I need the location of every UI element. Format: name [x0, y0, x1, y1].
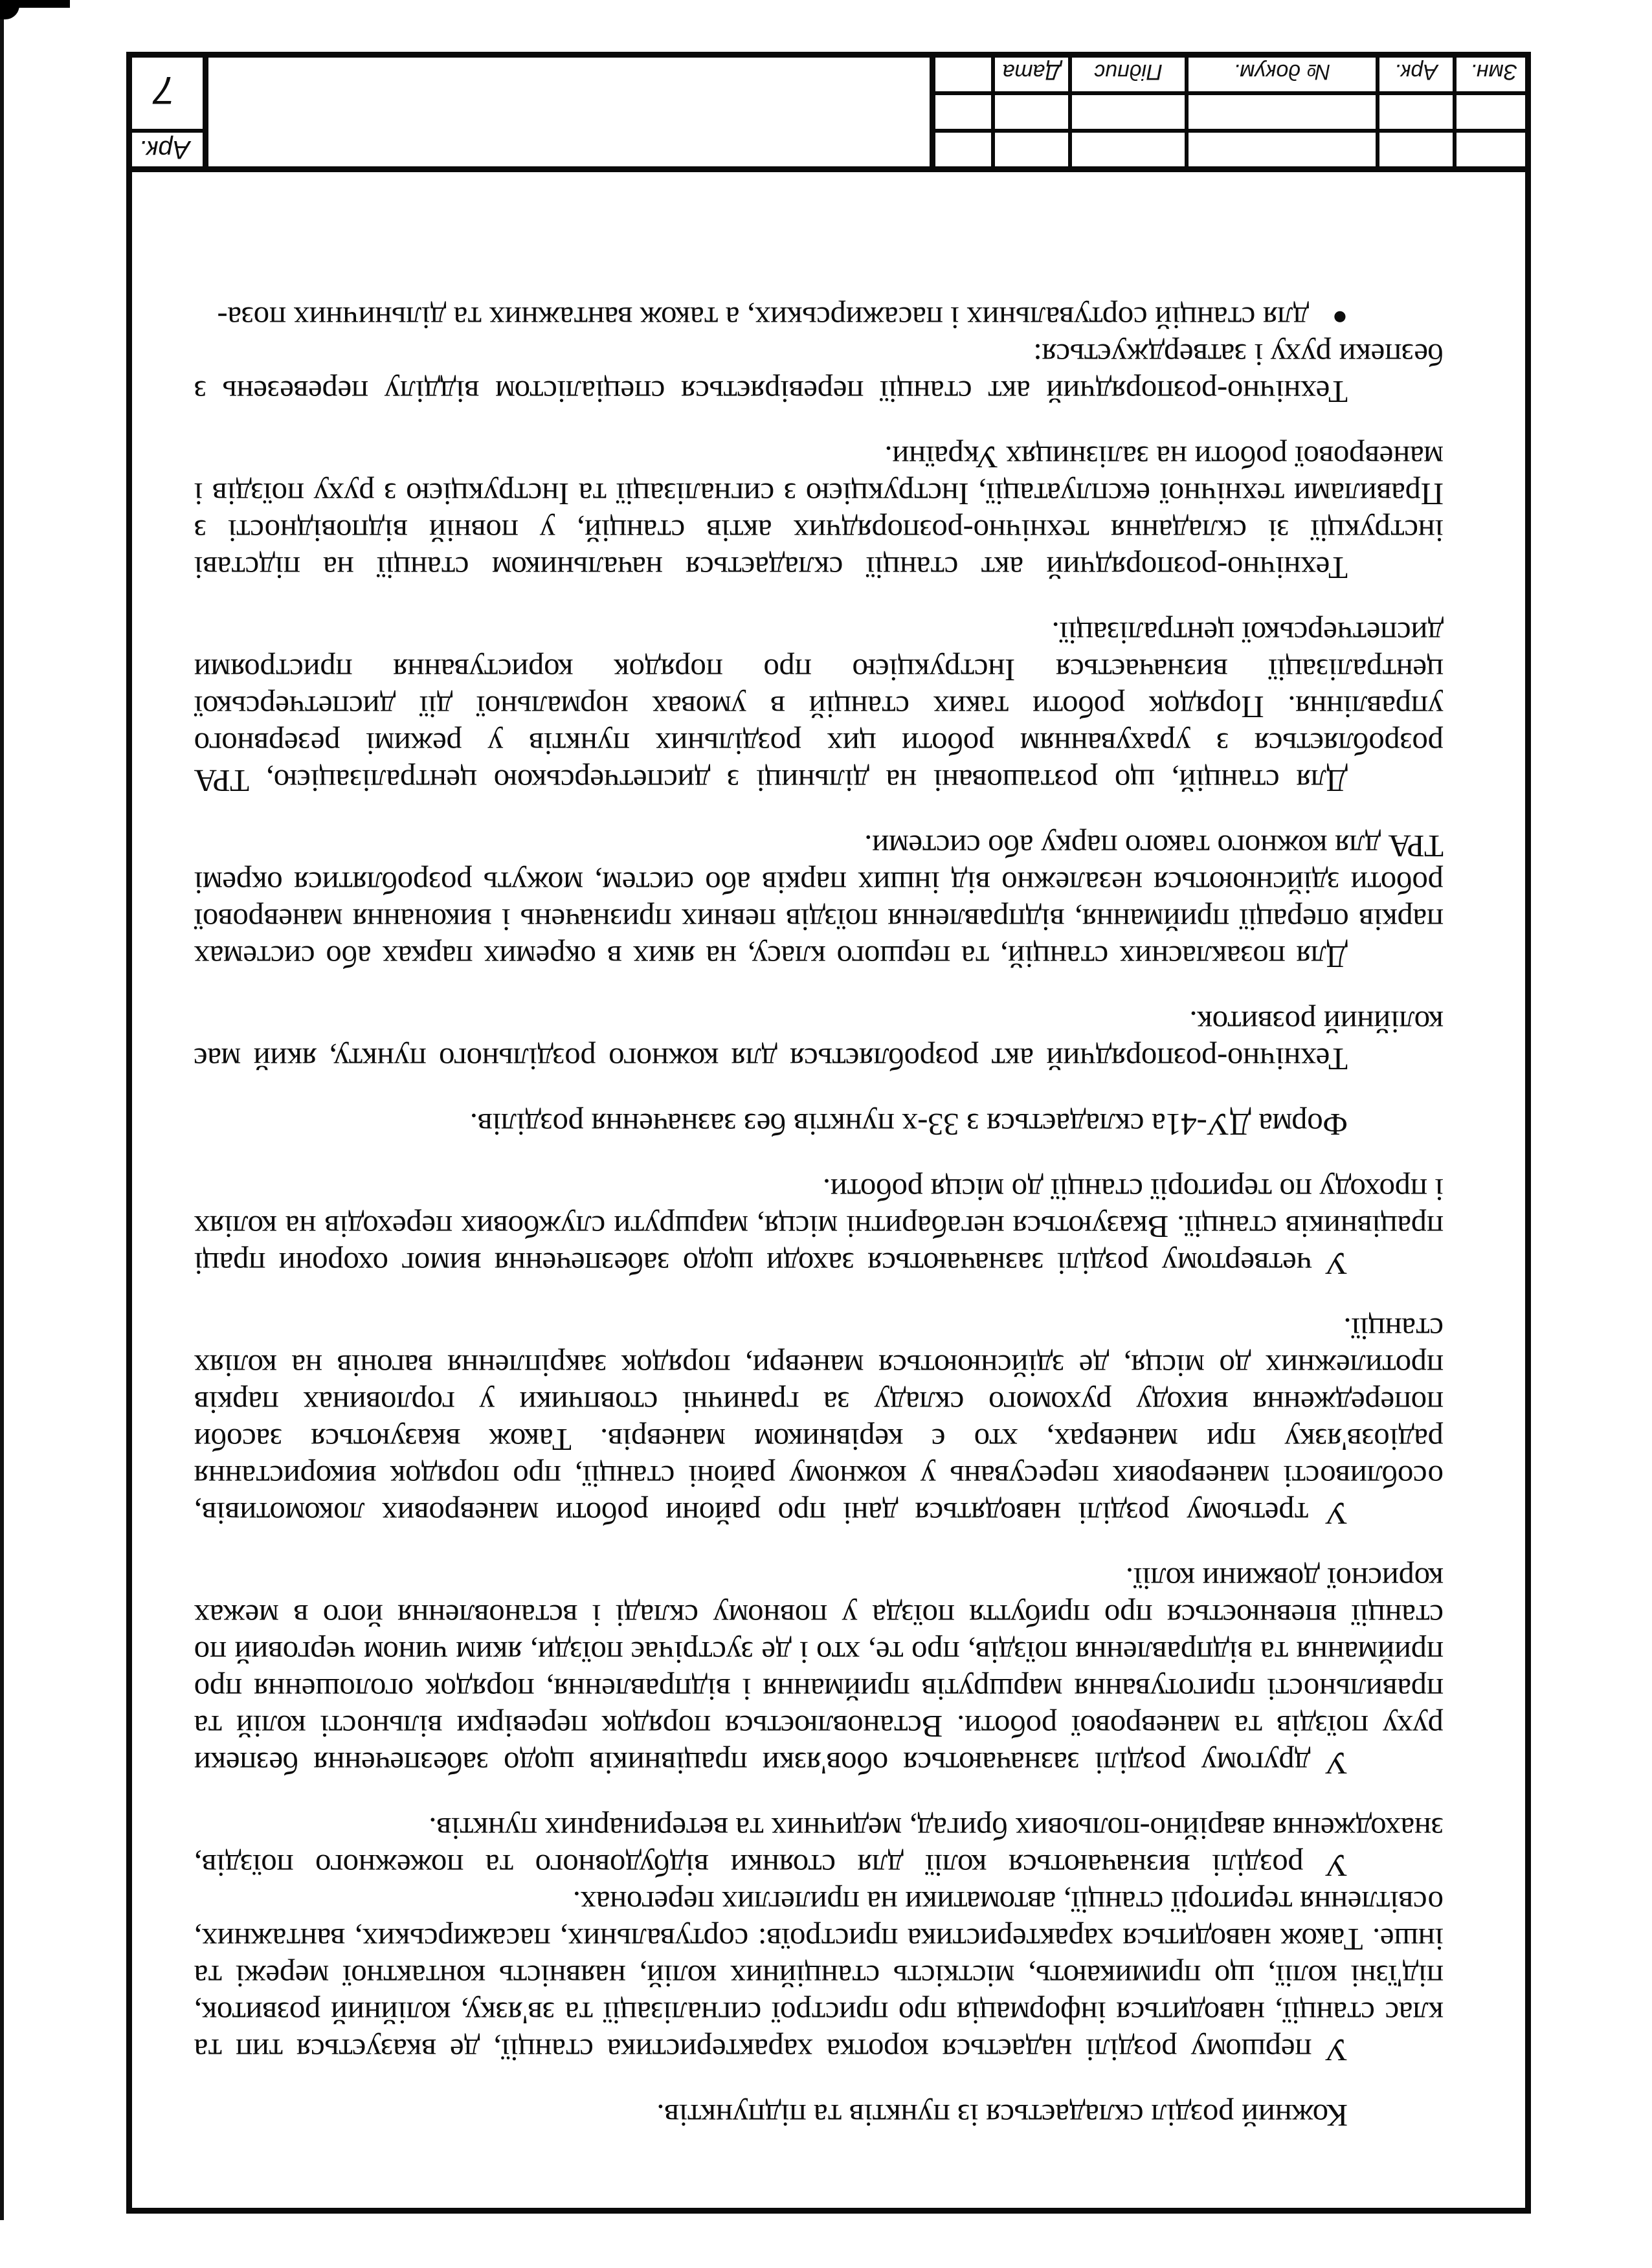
- scan-edge-vertical: [0, 0, 4, 2220]
- revision-cell: [1068, 91, 1185, 129]
- column-header-change: Змн.: [1453, 52, 1531, 91]
- page-body: [194, 300, 1444, 2134]
- column-header-sheet: Арк.: [1376, 52, 1453, 91]
- title-block-designation: [203, 52, 930, 166]
- paragraph-section-1: У першому розділі надається коротка характеристика станції, де вказується тип та клас станції, наводиться інформація про пристрої сигналізації та зв'язку, колійний розвиток, під'їзні колії, що примикають, місткість станційних колій, наявність контактної мережі та інше. Також наводиться характеристика пристроїв: сортувальних, пасажирських, вантажних, освітлення території станції, автоматики на прилеглих перегонах.: [194, 1885, 1444, 2068]
- revision-cell: [1376, 91, 1453, 129]
- revision-cell: [991, 129, 1068, 166]
- revision-cell-spacer: [935, 91, 991, 129]
- bullet-icon: ●: [1332, 304, 1348, 333]
- drawing-frame: [126, 52, 1531, 2214]
- column-header-date: Дата: [991, 52, 1068, 91]
- paragraph-section-3: У третьому розділі наводяться дані про райони роботи маневрових локомотивів, особливості маневрових пересувань у кожному районі станції, про порядок використання радіозв'язку при маневрах, хто є керівником маневрів. Також вказуються засоби попередження виходу рухомого складу за граничні стовпчики у горловинах парків протилежних до місця, де здійснюються маневри, порядок закріплення вагонів на коліях станції.: [194, 1311, 1444, 1531]
- revision-table: [930, 52, 1531, 166]
- paragraph-section-2: У другому розділі зазначаються обов'язки працівників щодо забезпечення безпеки руху поїздів та маневрової роботи. Встановлюється порядок перевірки вільності колій та правильності приготування маршрутів приймання і відправлення, порядок оголошення про приймання та відправлення поїздів, про те, хто і де зустрічає поїзди, яким чином черговий по станції впевнюється про прибуття поїзда у повному складі і встановлення його в межах корисної довжини колії.: [194, 1561, 1444, 1781]
- revision-cell: [1376, 129, 1453, 166]
- revision-cell: [1453, 129, 1531, 166]
- revision-cell: [1453, 91, 1531, 129]
- paragraph-section-1-tracks: У розділі визначаються колії для стоянки відбудовного та пожежного поїздів, знаходження аварійно-польових бригад, медичних та ветеринарних пунктів.: [194, 1811, 1444, 1884]
- revision-cell: [1185, 129, 1376, 166]
- revision-cell: [1068, 129, 1185, 166]
- paragraph-out-of-class-stations: Для позакласних станцій, та першого класу, на яких в окремих парках або системах парків операції приймання, відправлення поїздів певних призначень і виконання маневрової роботи здійснюються незалежно від інших парків або систем, можуть розроблятися окремі ТРА для кожного такого парку або системи.: [194, 828, 1444, 975]
- column-header-signature: Підпис: [1068, 52, 1185, 91]
- scan-artifact-edge: [0, 0, 70, 2268]
- bullet-list-item: [194, 300, 1444, 337]
- bullet-text: для станцій сортувальних і пасажирських, а також вантажних та дільничних поза-: [217, 300, 1309, 336]
- title-block: [126, 52, 1531, 172]
- revision-cell: [1185, 91, 1376, 129]
- scan-corner-blob: [0, 0, 19, 19]
- paragraph-intro: Кожний розділ складається із пунктів та підпунктів.: [656, 2098, 1348, 2133]
- paragraph-section-4: У четвертому розділі зазначаються заходи щодо забезпечення вимог охорони праці працівників станції. Вказуються негабаритні місця, маршрути службових переходів на коліях і проходу по території станції до місця роботи.: [194, 1172, 1444, 1282]
- revision-cell: [991, 91, 1068, 129]
- sheet-number: 7: [153, 69, 175, 112]
- column-header-spacer: [935, 52, 991, 91]
- sheet-label: Арк.: [126, 129, 203, 166]
- paragraph-station-master: Технічно-розпорядчий акт станції складається начальником станції на підставі інструкції зі складання технічно-розпорядчих актів станцій, у повній відповідності з Правилами технічної експлуатації, Інструкцією з сигналізації та Інструкцією з руху поїздів і маневрової роботи на залізницях України.: [194, 439, 1444, 586]
- paragraph-dispatch-centralization: Для станцій, що розташовані на дільниці з диспетчерською централізацією, ТРА розробляється з урахуванням роботи цих роздільних пунктів у режимі резервного управління. Порядок роботи таких станцій в умовах нормальної дії диспетчерської централізації визначається Інструкцією про порядок користування пристроями диспетчерської централізації.: [194, 616, 1444, 799]
- paragraph-approval: Технічно-розпорядчий акт станції перевіряється спеціалістом відділу перевезень з безпеки руху і затверджується:: [194, 337, 1444, 410]
- scan-edge-horizontal: [0, 0, 70, 8]
- paragraph-tra-development: Технічно-розпорядчий акт розробляється для кожного роздільного пункту, який має колійний розвиток.: [194, 1005, 1444, 1077]
- column-header-doc-number: № докум.: [1185, 52, 1376, 91]
- revision-cell-spacer: [935, 129, 991, 166]
- sheet-number-box: [126, 52, 203, 166]
- paragraph-form-du41a: Форма ДУ-41а складається з 33-х пунктів без зазначення розділів.: [470, 1107, 1348, 1142]
